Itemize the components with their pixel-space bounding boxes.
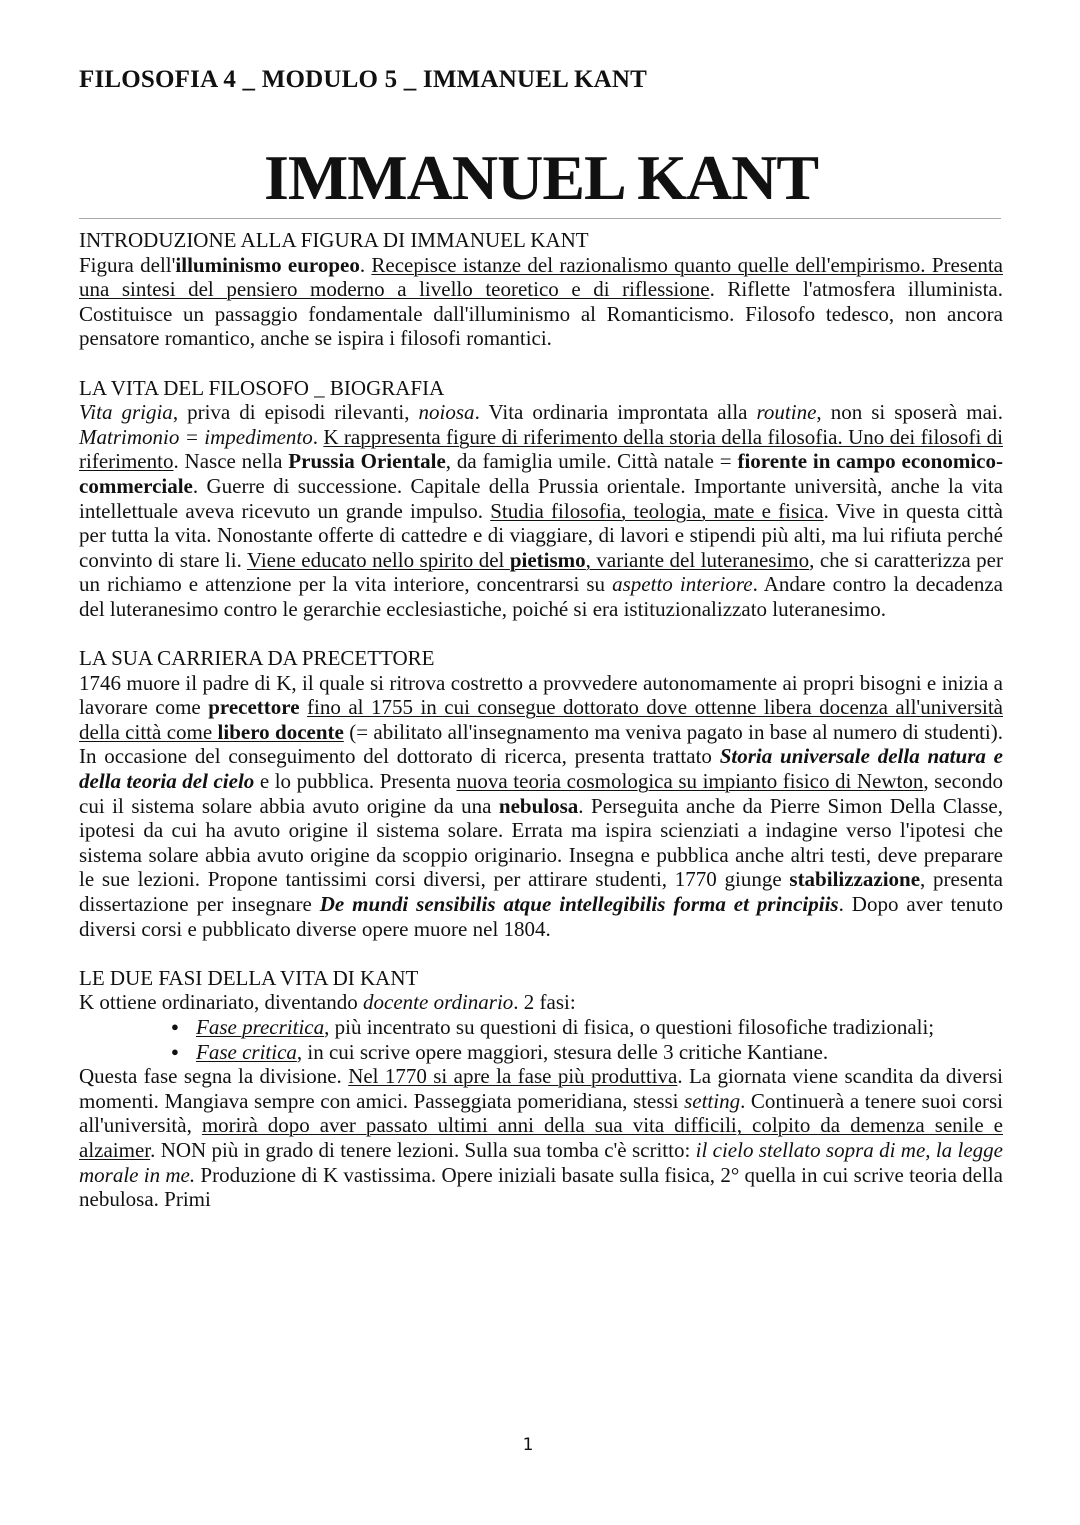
italic-phrase: noiosa [418, 400, 475, 425]
text-run: . [312, 424, 324, 449]
underlined-phrase: , variante del luteranesimo [585, 547, 810, 572]
text-run: . Vita ordinaria improntata alla [474, 400, 757, 425]
list-item-text [196, 1040, 828, 1064]
italic-phrase: setting [684, 1088, 741, 1113]
text-run: , da famiglia umile. Città natale = [445, 449, 738, 474]
section-due-fasi [79, 966, 1003, 1212]
paragraph [79, 990, 1003, 1015]
bold-term: fiorente in campo economico-commerciale [79, 449, 1003, 498]
text-run: . Nasce nella [173, 449, 289, 474]
text-run: . [359, 252, 372, 277]
section-introduzione [79, 228, 1003, 351]
paragraph [79, 1064, 1003, 1212]
text-run: . Guerre di successione. Capitale della Prussia orientale. Importante università, anche la vita intellettuale aveva ricevuto un grande impulso. [79, 473, 1003, 523]
text-run: , presenta dissertazione per insegnare [79, 867, 1003, 917]
text-run: . 2 fasi: [513, 990, 576, 1015]
bullet-icon: ● [171, 1043, 179, 1059]
italic-phrase: Matrimonio = impedimento [79, 424, 313, 449]
text-run: , secondo cui il sistema solare abbia avuto origine da una [79, 769, 1003, 818]
italic-phrase: Vita grigia [79, 400, 173, 425]
bold-term: libero docente [217, 719, 344, 744]
italic-phrase: il cielo stellato sopra di me, la legge morale in me. [79, 1137, 1003, 1187]
underlined-phrase: Recepisce istanze del razionalismo quanto quelle dell'empirismo. Presenta una sintesi del pensiero moderno a livello teoretico e di riflessione [79, 252, 1004, 302]
document-body [79, 228, 1003, 1212]
section-heading: LA SUA CARRIERA DA PRECETTORE [79, 646, 435, 671]
paragraph [79, 253, 1003, 351]
text-run: . NON più in grado di tenere lezioni. Sulla sua tomba c'è scritto: [150, 1137, 696, 1162]
paragraph [79, 400, 1003, 621]
underlined-phrase: Viene educato nello spirito del [246, 547, 510, 572]
text-run: K ottiene ordinariato, diventando [79, 990, 364, 1015]
bold-term: illuminismo europeo [175, 252, 360, 277]
text-run: Questa fase segna la divisione. [79, 1064, 349, 1089]
text-run: . Riflette l'atmosfera illuminista. Costituisce un passaggio fondamentale dall'illuminismo al Romanticismo. Filosofo tedesco, non ancora pensatore romantico, anche se ispira i filosofi romantici. [79, 277, 1003, 351]
italic-phrase: routine [756, 400, 817, 425]
text-run: , più incentrato su questioni di fisica, o questioni filosofiche tradizionali; [324, 1015, 935, 1039]
bold-italic-title: Storia universale della natura e della teoria del cielo [79, 744, 1003, 794]
title-divider [79, 218, 1001, 219]
italic-phrase: Fase precritica [196, 1015, 325, 1039]
text-run: 1746 muore il padre di K, il quale si ritrova costretto a provvedere autonomamente ai propri bisogni e inizia a lavorare come [79, 670, 1003, 720]
text-run: , priva di episodi rilevanti, [172, 400, 419, 425]
italic-phrase: Fase critica [196, 1039, 297, 1064]
bold-italic-title: De mundi sensibilis atque intellegibilis forma et principiis [319, 892, 839, 917]
bold-term: Prussia Orientale [288, 449, 446, 474]
bold-term: pietismo [509, 547, 586, 572]
underlined-phrase: Nel 1770 si apre la fase più produttiva [348, 1064, 678, 1089]
document-title: IMMANUEL KANT [263, 142, 819, 213]
underlined-phrase: fino al 1755 in cui consegue dottorato dove ottenne libera docenza all'università della città come [79, 695, 1004, 744]
section-heading: INTRODUZIONE ALLA FIGURA DI IMMANUEL KANT [79, 228, 589, 252]
underlined-phrase: Studia filosofia, teologia, mate e fisica [490, 498, 824, 523]
phases-list [79, 1015, 1003, 1064]
list-item [171, 1015, 1003, 1040]
course-module-header: FILOSOFIA 4 _ MODULO 5 _ IMMANUEL KANT [79, 66, 648, 93]
text-run: Produzione di K vastissima. Opere iniziali basate sulla fisica, 2° quella in cui scrive teoria della nebulosa. Primi [79, 1162, 1003, 1212]
paragraph [79, 671, 1003, 942]
section-heading: LE DUE FASI DELLA VITA DI KANT [79, 965, 419, 990]
section-heading: LA VITA DEL FILOSOFO _ BIOGRAFIA [79, 375, 445, 400]
text-run: . Dopo aver tenuto diversi corsi e pubblicato diverse opere muore nel 1804. [79, 892, 1003, 941]
text-run: , che si caratterizza per un richiamo e attenzione per la vita interiore, concentrarsi su [79, 547, 1003, 597]
section-carriera [79, 646, 1003, 941]
text-run: , in cui scrive opere maggiori, stesura delle 3 critiche Kantiane. [296, 1039, 829, 1064]
bold-term: nebulosa [498, 793, 579, 818]
list-item [171, 1039, 1003, 1065]
text-run: . Vive in questa città per tutta la vita. Nonostante offerte di cattedre e di viaggiare, di lavori e stipendi più alti, ma lui rifiuta perché convinto di stare li. [79, 498, 1004, 572]
bullet-icon: ● [171, 1019, 179, 1034]
text-run: Figura dell' [79, 252, 176, 277]
list-item-text [196, 1015, 934, 1039]
text-run [300, 695, 307, 719]
underlined-phrase: morirà dopo aver passato ultimi anni della sua vita difficili, colpito da demenza senile e alzaimer [79, 1113, 1003, 1162]
bold-term: precettore [208, 695, 300, 720]
text-run: . La giornata viene scandita da diversi momenti. Mangiava sempre con amici. Passeggiata pomeridiana, stessi [79, 1064, 1004, 1113]
underlined-phrase: nuova teoria cosmologica su impianto fisico di Newton [456, 769, 924, 794]
text-run: (= abilitato all'insegnamento ma veniva pagato in base al numero di studenti). In occasione del conseguimento del dottorato di ricerca, presenta trattato [79, 719, 1003, 769]
italic-phrase: docente ordinario [363, 990, 514, 1015]
page-number: 1 [522, 1435, 534, 1455]
text-run: . Continuerà a tenere suoi corsi all'università, [79, 1088, 1004, 1138]
text-run: . Andare contro la decadenza del luteranesimo contro le gerarchie ecclesiastiche, poiché si era istituzionalizzato luteranesimo. [79, 572, 1003, 621]
text-run: , non si sposerà mai. [816, 400, 1003, 425]
text-run: . Perseguita anche da Pierre Simon Della Classe, ipotesi da cui ha avuto origine il sistema solare. Errata ma ispira scienziati a indagine verso l'ipotesi che sistema solare abbia avuto origine da scoppio originario. Insegna e pubblica anche altri testi, deve preparare le sue lezioni. Propone tantissimi corsi diversi, per attirare studenti, 1770 giunge [79, 793, 1003, 892]
section-biografia [79, 376, 1003, 622]
text-run: e lo pubblica. Presenta [254, 769, 457, 794]
bold-term: stabilizzazione [789, 867, 921, 892]
underlined-phrase: K rappresenta figure di riferimento della storia della filosofia. Uno dei filosofi di riferimento [79, 424, 1004, 474]
italic-phrase: aspetto interiore [612, 572, 753, 597]
